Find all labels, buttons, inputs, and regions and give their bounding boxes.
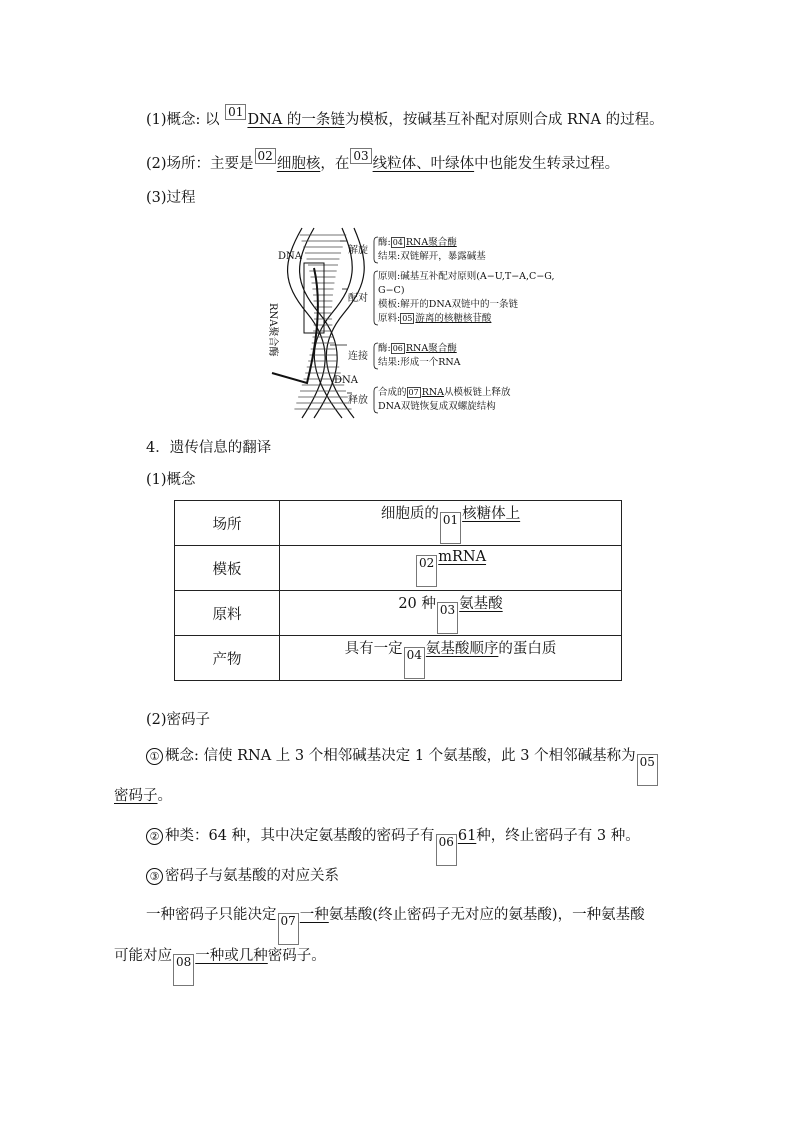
concept-answer: DNA 的一条链 — [247, 112, 345, 128]
concept-suffix: 为模板，按碱基互补配对原则合成 RNA 的过程。 — [344, 112, 664, 128]
codon-types-answer: 61 — [457, 828, 477, 844]
place-prefix: (2)场所：主要是 — [146, 156, 254, 172]
step-1-line-1: 酶: 04 RNA聚合酶 — [378, 237, 457, 248]
step-answer: RNA聚合酶 — [405, 237, 457, 248]
step-answer-blank: 04 — [392, 238, 403, 247]
step-answer-blank: 06 — [392, 344, 403, 353]
answer-blank-01: 01 — [225, 104, 246, 120]
answer-blank: 04 — [404, 647, 425, 679]
row-value — [280, 546, 622, 591]
row-answer: 氨基酸顺序 — [425, 641, 499, 657]
step-1-line-2: 结果:双链解开，暴露碱基 — [378, 251, 486, 262]
row-answer: 核糖体上 — [462, 506, 521, 522]
dna-label-bottom: DNA — [334, 375, 358, 386]
step-3-line-1: 酶: 06 RNA聚合酶 — [378, 343, 457, 354]
relation-paragraph-line2 — [114, 946, 326, 986]
codon-concept-answer: 密码子 — [114, 788, 158, 804]
translation-concept-title: (1)概念 — [146, 472, 196, 488]
codon-concept-answer-line — [114, 786, 172, 806]
step-name-1: 解旋 — [348, 245, 368, 256]
place-answer-1: 细胞核 — [276, 156, 321, 172]
row-value-post: 的蛋白质 — [498, 641, 557, 657]
transcription-diagram — [262, 223, 562, 421]
row-label: 原料 — [175, 591, 280, 636]
codon-types-pre: 种类：64 种，其中决定氨基酸的密码子有 — [165, 828, 435, 844]
relation-line2-pre: 可能对应 — [114, 948, 172, 964]
place-mid: ，在 — [320, 156, 350, 172]
table-row — [175, 591, 622, 636]
row-value-pre: 20 种 — [398, 596, 436, 612]
relation-line2-post: 密码子。 — [267, 948, 326, 964]
table-row — [175, 636, 622, 681]
step-name-3: 连接 — [348, 351, 368, 362]
answer-blank-07: 07 — [278, 913, 299, 945]
codon-relation-title — [146, 866, 339, 886]
item-mark-3: ③ — [146, 868, 163, 885]
codon-concept-line — [146, 746, 659, 786]
row-answer: mRNA — [438, 549, 487, 565]
row-answer: 氨基酸 — [459, 596, 503, 612]
translation-heading: 4．遗传信息的翻译 — [146, 440, 272, 456]
concept-prefix: (1)概念: 以 — [146, 112, 220, 128]
row-value — [280, 591, 622, 636]
step-answer-blank: 07 — [408, 388, 419, 397]
process-title: (3)过程 — [146, 190, 196, 206]
relation-answer-2: 一种或几种 — [195, 948, 268, 964]
concept-line — [146, 104, 664, 130]
item-mark-2: ② — [146, 828, 163, 845]
answer-blank-02: 02 — [255, 148, 276, 164]
translation-table — [174, 500, 622, 681]
codon-title: (2)密码子 — [146, 712, 211, 728]
row-label: 场所 — [175, 501, 280, 546]
row-value — [280, 501, 622, 546]
step-answer: RNA聚合酶 — [405, 343, 457, 354]
relation-pre: 一种密码子只能决定 — [146, 907, 277, 923]
step-2-line-3: 模板:解开的DNA双链中的一条链 — [378, 299, 518, 310]
row-value-pre: 细胞质的 — [380, 506, 439, 522]
dna-label-top: DNA — [278, 251, 302, 262]
process-steps — [348, 236, 562, 414]
place-answer-2: 线粒体、叶绿体 — [372, 156, 475, 172]
row-label: 产物 — [175, 636, 280, 681]
codon-relation-text: 密码子与氨基酸的对应关系 — [165, 868, 339, 884]
step-4-line-1: 合成的 07 RNA从模板链上释放 — [378, 387, 511, 398]
answer-blank: 01 — [440, 512, 461, 544]
table-row — [175, 501, 622, 546]
step-answer: 游离的核糖核苷酸 — [415, 313, 492, 324]
row-value — [280, 636, 622, 681]
codon-concept-end: 。 — [157, 788, 172, 804]
step-answer-blank: 05 — [402, 314, 413, 323]
answer-blank: 03 — [437, 602, 458, 634]
step-name-4: 释放 — [348, 395, 368, 406]
answer-blank-06: 06 — [436, 834, 457, 866]
codon-concept-text: 概念: 信使 RNA 上 3 个相邻碱基决定 1 个氨基酸，此 3 个相邻碱基称为 — [165, 748, 636, 764]
answer-blank-03: 03 — [350, 148, 371, 164]
answer-blank-08: 08 — [173, 954, 194, 986]
relation-mid: 氨基酸(终止密码子无对应的氨基酸)，一种氨基酸 — [328, 907, 645, 923]
item-mark-1: ① — [146, 748, 163, 765]
step-2-line-4: 原料: 05 游离的核糖核苷酸 — [378, 313, 492, 324]
answer-blank-05: 05 — [637, 754, 658, 786]
step-2-line-2: G−C) — [378, 285, 405, 296]
row-label: 模板 — [175, 546, 280, 591]
step-answer: RNA — [421, 387, 445, 398]
codon-types-post: 种，终止密码子有 3 种。 — [476, 828, 640, 844]
answer-blank: 02 — [416, 555, 437, 587]
rna-polymerase-label: RNA聚合酶 — [267, 303, 278, 357]
row-value-pre: 具有一定 — [344, 641, 403, 657]
step-3-line-2: 结果:形成一个RNA — [378, 357, 461, 368]
step-4-line-2: DNA双链恢复成双螺旋结构 — [378, 401, 496, 412]
place-line — [146, 148, 619, 174]
step-name-2: 配对 — [348, 293, 368, 304]
codon-types-line — [146, 826, 640, 866]
step-2-line-1: 原则:碱基互补配对原则(A−U,T−A,C−G, — [378, 271, 555, 282]
relation-answer-1: 一种 — [299, 907, 329, 923]
place-suffix: 中也能发生转录过程。 — [474, 156, 620, 172]
table-row — [175, 546, 622, 591]
relation-paragraph-line1 — [146, 905, 645, 945]
